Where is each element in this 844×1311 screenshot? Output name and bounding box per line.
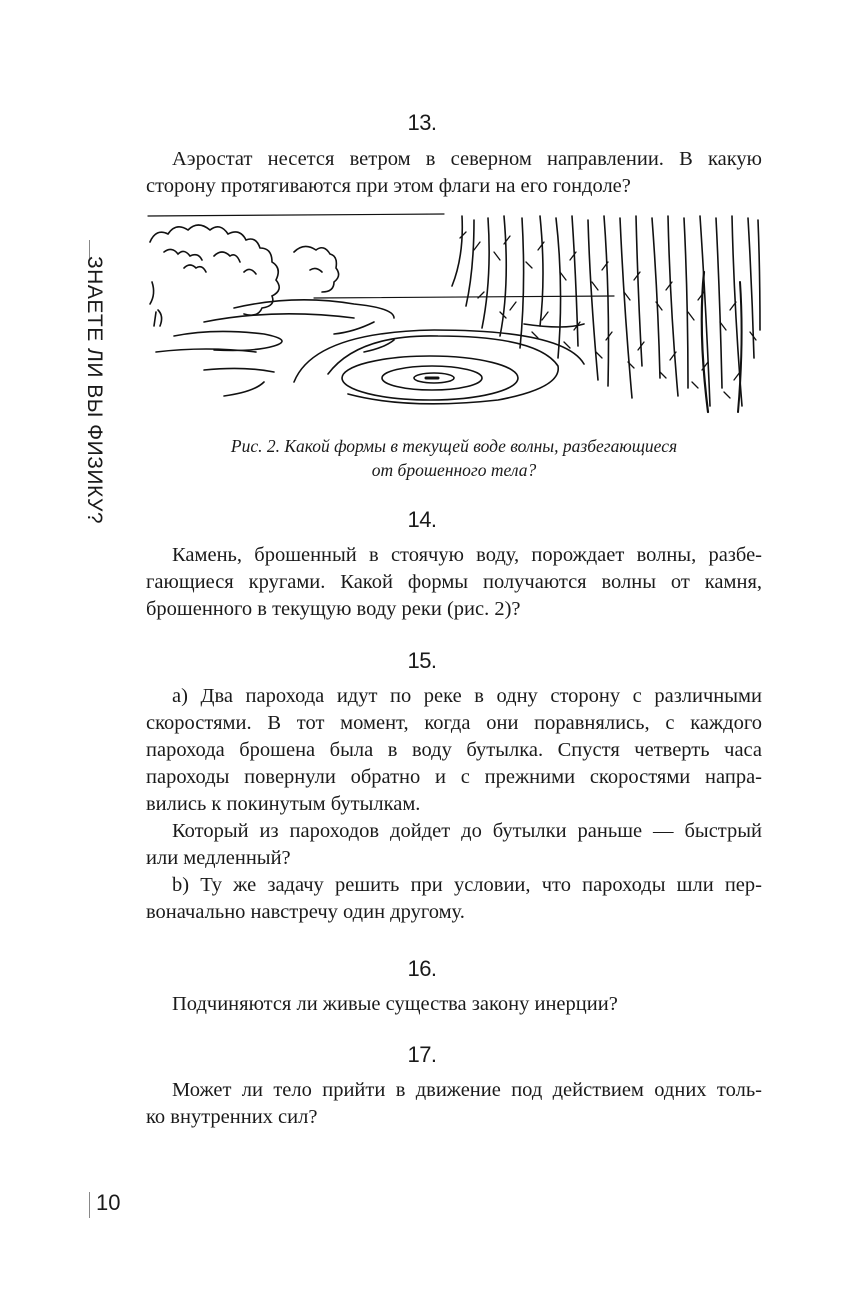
problem-number-16: 16. — [407, 956, 437, 981]
caption-line: Рис. 2. Какой формы в текущей воде волны, разбегающиеся — [230, 436, 678, 456]
text-line: воначально навстречу один другому. — [146, 901, 465, 923]
river-ripples-illustration — [144, 212, 764, 422]
problem-text-14 — [146, 542, 762, 623]
problem-number-15: 15. — [407, 648, 437, 673]
text-line: Аэростат несется ветром в северном направлении. В какую — [172, 148, 762, 170]
text-line: Может ли тело прийти в движение под действием одних толь- — [172, 1079, 762, 1101]
text-line: пароходы повернули обратно и с прежними скоростями напра- — [146, 766, 762, 788]
side-running-header: ЗНАЕТЕ ЛИ ВЫ ФИЗИКУ? — [83, 256, 106, 524]
text-line: Камень, брошенный в стоячую воду, порождает волны, разбе- — [172, 544, 762, 566]
problem-number-17: 17. — [407, 1042, 437, 1067]
text-line: сторону протягиваются при этом флаги на его гондоле? — [146, 175, 631, 197]
problem-text-17 — [146, 1077, 762, 1131]
text-line: гающиеся кругами. Какой формы получаются волны от камня, — [146, 571, 762, 593]
text-line: b) Ту же задачу решить при условии, что пароходы шли пер- — [172, 874, 762, 896]
problem-number-14: 14. — [407, 507, 437, 532]
problem-text-15 — [146, 683, 762, 926]
text-line: брошенного в текущую воду реки (рис. 2)? — [146, 598, 521, 620]
text-line: Который из пароходов дойдет до бутылки раньше — быстрый — [172, 820, 762, 842]
text-line: вились к покинутым бутылкам. — [146, 793, 421, 815]
page-number: 10 — [96, 1190, 121, 1215]
text-line: Подчиняются ли живые существа закону инерции? — [172, 993, 618, 1015]
text-line: скоростями. В тот момент, когда они поравнялись, с каждого — [146, 712, 762, 734]
problem-text-13 — [146, 146, 762, 200]
text-line: ко внутренних сил? — [146, 1106, 318, 1128]
caption-line: от брошенного тела? — [371, 460, 537, 480]
text-line: a) Два парохода идут по реке в одну сторону с различными — [172, 685, 762, 707]
folio-rule — [89, 1192, 90, 1218]
text-line: парохода брошена была в воду бутылка. Спустя четверть часа — [146, 739, 762, 761]
problem-text-16 — [146, 991, 762, 1018]
figure-caption — [146, 434, 762, 482]
problem-number-13: 13. — [407, 110, 437, 135]
text-line: или медленный? — [146, 847, 291, 869]
